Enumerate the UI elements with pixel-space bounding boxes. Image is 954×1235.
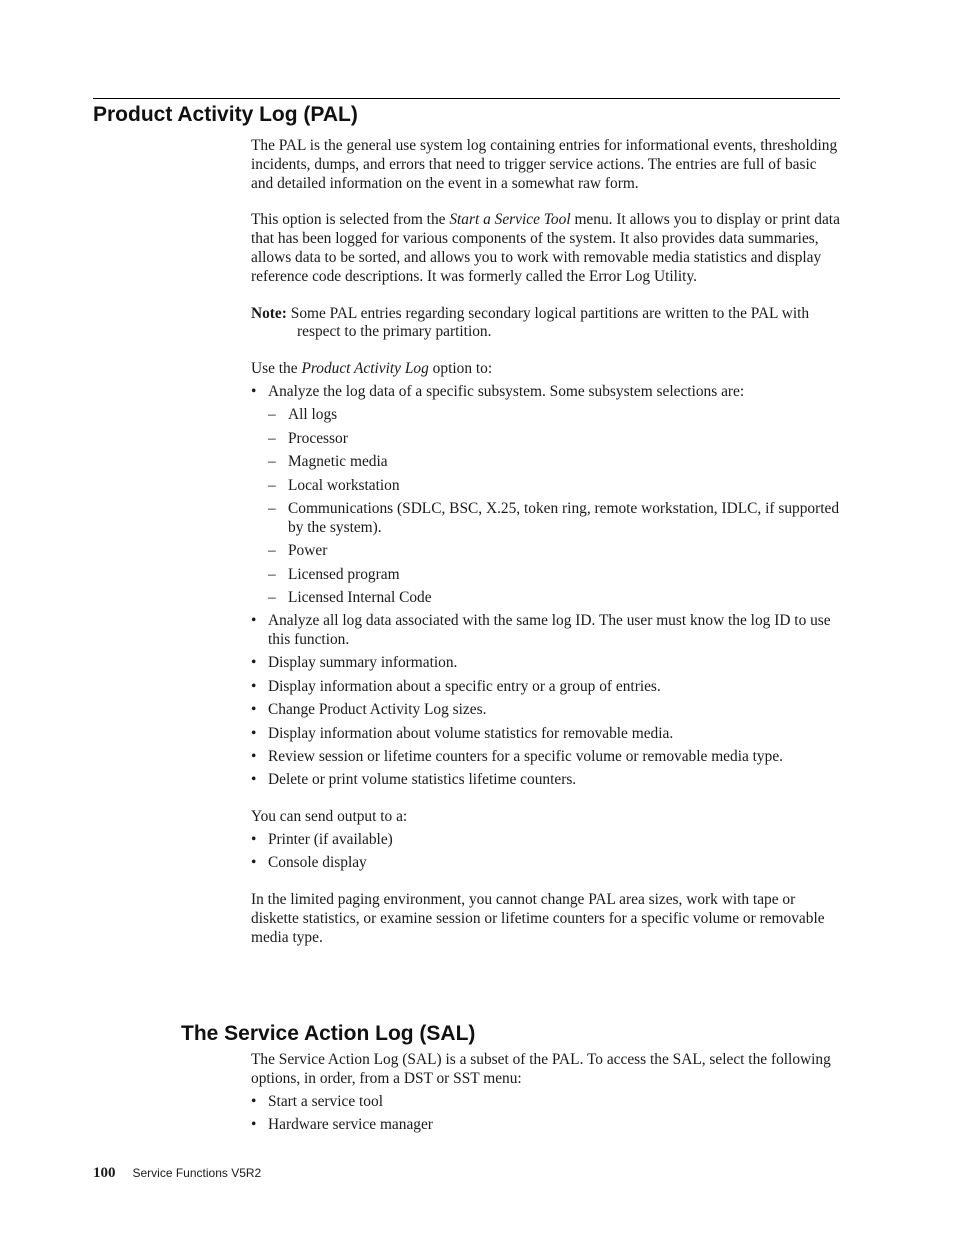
pal-intro-paragraph: The PAL is the general use system log containing entries for informational events, thresholding incidents, dumps, and errors that need to trigger service actions. The entries are full of basic and detailed information on the event in a somewhat raw form. xyxy=(251,137,838,192)
list-item: • Printer (if available) xyxy=(251,831,841,850)
list-item: • Change Product Activity Log sizes. xyxy=(251,701,841,720)
use-intro xyxy=(251,360,841,379)
sal-heading: The Service Action Log (SAL) xyxy=(181,1022,476,1045)
pal-option-text-after: menu. It allows you to display or print data that has been logged for various components of the system. It also provides data summaries, allows data to be sorted, and allows you to work with removable media statistics and display reference code descriptions. It was formerly called the Error Log Utility. xyxy=(251,211,840,285)
list-item: – Magnetic media xyxy=(268,453,841,472)
use-intro-after: option to: xyxy=(428,360,493,378)
pal-body xyxy=(251,137,841,966)
use-list xyxy=(251,383,841,790)
list-item: – Licensed Internal Code xyxy=(268,589,841,608)
list-item: • Analyze all log data associated with the same log ID. The user must know the log ID to use this function. xyxy=(251,612,841,650)
list-item: • Display information about a specific entry or a group of entries. xyxy=(251,678,841,697)
output-list xyxy=(251,831,841,873)
pal-heading: Product Activity Log (PAL) xyxy=(93,103,358,126)
list-item: – Processor xyxy=(268,430,841,449)
list-item: • Start a service tool xyxy=(251,1093,841,1112)
sal-options-list xyxy=(251,1093,841,1135)
list-item xyxy=(251,383,841,608)
heading-rule xyxy=(93,98,840,99)
list-item: – Local workstation xyxy=(268,477,841,496)
pal-note xyxy=(251,305,841,343)
sal-intro-paragraph: The Service Action Log (SAL) is a subset of the PAL. To access the SAL, select the following options, in order, from a DST or SST menu: xyxy=(251,1051,831,1087)
list-item: • Delete or print volume statistics lifetime counters. xyxy=(251,771,841,790)
sal-body xyxy=(251,1051,841,1153)
limited-paging-paragraph: In the limited paging environment, you cannot change PAL area sizes, work with tape or diskette statistics, or examine session or lifetime counters for a specific volume or removable media type. xyxy=(251,891,825,946)
pal-option-paragraph xyxy=(251,211,841,286)
output-intro: You can send output to a: xyxy=(251,808,408,826)
page-number: 100 xyxy=(93,1165,116,1181)
list-item: – All logs xyxy=(268,406,841,425)
list-item: • Display information about volume statistics for removable media. xyxy=(251,725,841,744)
list-item: • Review session or lifetime counters for a specific volume or removable media type. xyxy=(251,748,841,767)
note-label: Note: xyxy=(251,304,287,322)
use-intro-before: Use the xyxy=(251,360,302,378)
list-item-text: Analyze the log data of a specific subsystem. Some subsystem selections are: xyxy=(268,382,745,400)
list-item: • Display summary information. xyxy=(251,654,841,673)
start-service-tool-term: Start a Service Tool xyxy=(449,211,571,229)
footer-title: Service Functions V5R2 xyxy=(132,1166,262,1180)
list-item: • Console display xyxy=(251,854,841,873)
list-item: – Power xyxy=(268,542,841,561)
note-text: Some PAL entries regarding secondary logical partitions are written to the PAL with respect to the primary partition. xyxy=(290,304,810,341)
list-item: – Communications (SDLC, BSC, X.25, token ring, remote workstation, IDLC, if supported by the system). xyxy=(268,500,841,538)
pal-option-text-before: This option is selected from the xyxy=(251,211,450,229)
list-item: • Hardware service manager xyxy=(251,1116,841,1135)
list-item: – Licensed program xyxy=(268,566,841,585)
page-footer xyxy=(93,1164,261,1182)
product-activity-log-term: Product Activity Log xyxy=(301,360,429,378)
subsystem-list xyxy=(268,406,841,607)
